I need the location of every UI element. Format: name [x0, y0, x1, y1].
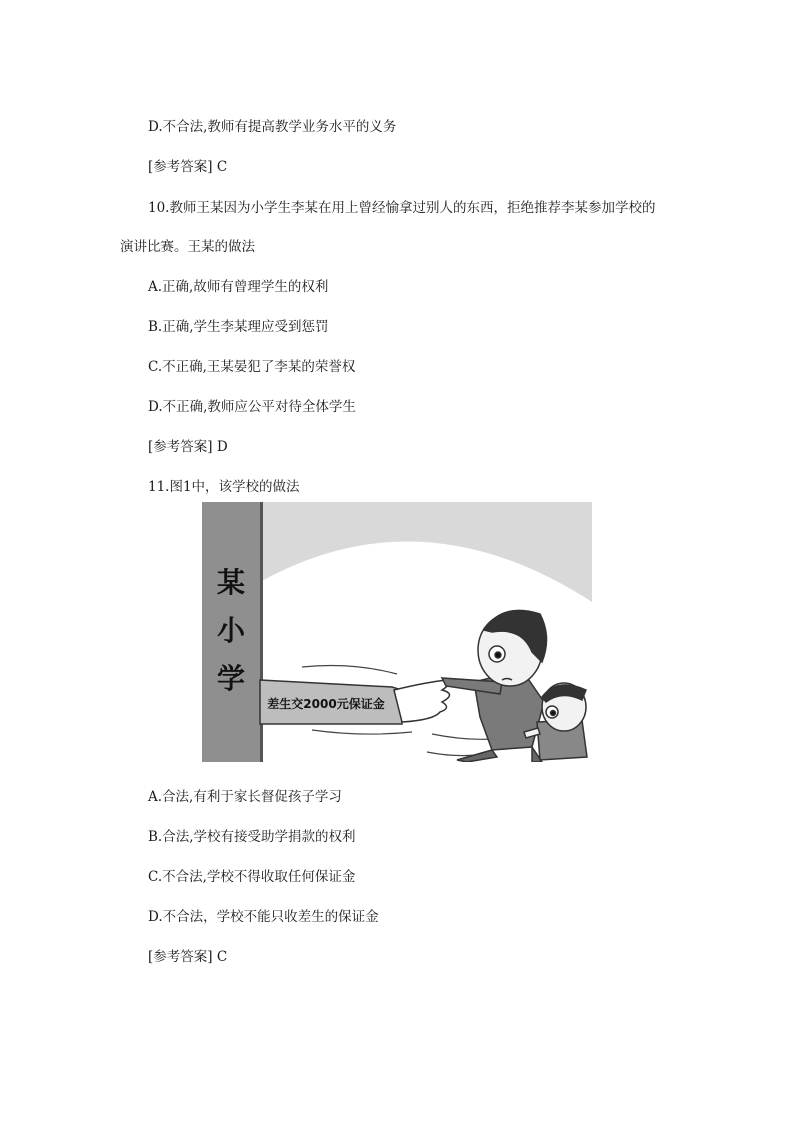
q10-option-c: C.不正确,王某晏犯了李某的荣誉权	[148, 359, 356, 375]
q11-option-b: B.合法,学校有接受助学捐款的权利	[148, 829, 356, 845]
q11-answer: [参考答案] C	[148, 949, 228, 965]
q11-option-c: C.不合法,学校不得收取任何保证金	[148, 869, 356, 885]
q11-option-d: D.不合法，学校不能只收差生的保证金	[148, 909, 379, 925]
q10-option-d: D.不正确,教师应公平对待全体学生	[148, 399, 356, 415]
q9-option-d: D.不合法,教师有提高教学业务水平的义务	[148, 119, 397, 135]
hand-text: 差生交2000元保证金	[267, 697, 385, 711]
q10-stem-line2: 演讲比赛。王某的做法	[120, 239, 255, 255]
cartoon-figure	[202, 502, 592, 762]
q10-option-b: B.正确,学生李某理应受到惩罚	[148, 319, 329, 335]
q9-answer: [参考答案] C	[148, 159, 228, 175]
cartoon-illustration	[202, 502, 592, 762]
q11-option-a: A.合法,有利于家长督促孩子学习	[148, 789, 342, 805]
school-sign-char-1: 某	[216, 566, 246, 599]
q10-option-a: A.正确,故师有曾理学生的权利	[148, 279, 329, 295]
school-sign-char-2: 小	[216, 614, 246, 647]
q11-stem: 11.图1中，该学校的做法	[148, 479, 300, 495]
q10-stem-line1: 10.教师王某因为小学生李某在用上曾经愉拿过别人的东西，拒绝推荐李某参加学校的	[148, 200, 656, 216]
q10-answer: [参考答案] D	[148, 439, 228, 455]
school-sign-char-3: 学	[216, 662, 246, 695]
